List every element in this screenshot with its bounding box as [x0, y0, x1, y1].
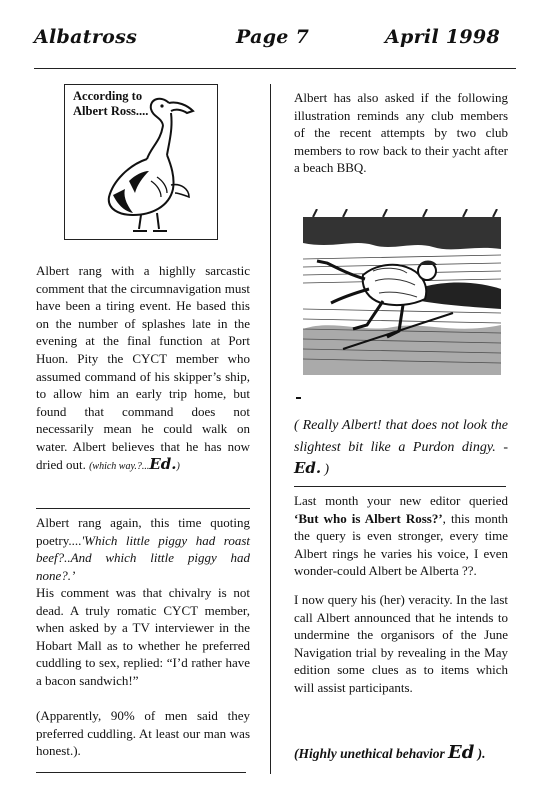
illustration-mark — [296, 397, 301, 399]
issue-date: April 1998 — [385, 26, 500, 48]
right-paragraph-3 — [294, 492, 508, 580]
albert-ross-logo — [64, 84, 218, 240]
right-paragraph-4 — [294, 591, 508, 697]
closing-ed-signature: Ed — [448, 742, 475, 763]
right-paragraph-3-lead: Last month your new editor queried — [294, 493, 508, 508]
logo-caption — [73, 89, 148, 119]
left-paragraph-2-body1 — [36, 584, 250, 690]
right-intro-text: Albert has also asked if the following illustration reminds any club members of the recent attempts by two club members to row back to their yacht after a beach BBQ. — [294, 90, 508, 176]
left-paragraph-1-aside-close: ) — [176, 460, 180, 472]
left-paragraph-2-body2 — [36, 707, 250, 760]
logo-line-2: Albert Ross.... — [73, 104, 149, 118]
left-paragraph-2 — [36, 514, 250, 584]
ed-signature: Ed. — [149, 454, 177, 473]
left-paragraph-2-body2-text: (Apparently, 90% of men said they preferred cuddling. At least our man was honest.). — [36, 708, 250, 759]
rowing-illustration — [303, 209, 501, 375]
right-paragraph-4-text: I now query his (her) veracity. In the last call Albert announced that he intends to undermine the organisors of the June Navigation trial by revealing in the May edition some clues as to items which will assist participants. — [294, 592, 508, 695]
left-paragraph-1-text: Albert rang with a highlly sarcastic comment that the circumnavigation must have been a tiring event. He based this on the number of splashes late in the evening at the final function at Port Huon. Pity the CYCT member who assumed command of his skipper’s ship, to allow him an early trip home, but found that command does not necessarily mean he could walk on water. Albert believes that he has now dried out. — [36, 263, 250, 472]
left-paragraph-2-body1-text: His comment was that chivalry is not dead. A truly romatic CYCT member, when asked by a TV interviewer in the Hobart Mall as to whether he preferred cuddling to sex, replied: “I’d rather have a bacon sandwich!” — [36, 585, 250, 688]
publication-title: Albatross — [34, 26, 138, 48]
closing-close: ). — [477, 746, 486, 761]
illustration-caption — [294, 414, 508, 480]
left-paragraph-2-quote: 'Which little piggy had roast beef?..And which little piggy had none?.’ — [36, 532, 250, 583]
column-divider — [270, 84, 271, 774]
page-number: Page 7 — [236, 26, 310, 48]
left-paragraph-2-lead: Albert rang again, this time quoting poetry.... — [36, 515, 250, 548]
closing-remark — [294, 742, 508, 765]
closing-text: (Highly unethical behavior — [294, 746, 445, 761]
header-rule — [34, 68, 516, 69]
right-divider-1 — [294, 486, 506, 487]
right-paragraph-3-question: ‘But who is Albert Ross?’ — [294, 510, 443, 526]
left-divider-1 — [36, 508, 250, 509]
left-divider-2 — [36, 772, 246, 773]
caption-close: ) — [324, 462, 330, 477]
right-intro-paragraph — [294, 89, 508, 177]
left-paragraph-1 — [36, 262, 250, 475]
caption-ed-signature: Ed. — [294, 459, 322, 477]
caption-text: ( Really Albert! that does not look the slightest bit like a Purdon dingy. - — [294, 418, 508, 455]
left-paragraph-1-aside: (which way.?... — [89, 460, 150, 472]
logo-line-1: According to — [73, 89, 143, 103]
right-paragraph-3-rest: , this month the query is even stronger, every time Albert rings he varies his voice, I even wonder-could Albert be Alberta ??. — [294, 510, 508, 579]
